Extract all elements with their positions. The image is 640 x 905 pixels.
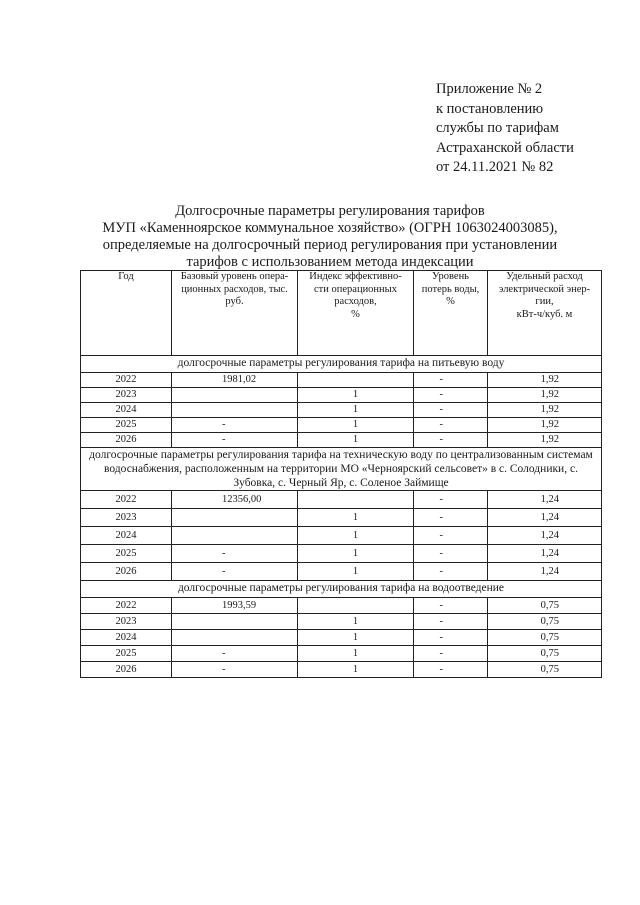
efficiency-index-cell: 1 — [298, 646, 414, 662]
table-row — [81, 388, 602, 403]
water-loss-cell: - — [414, 662, 488, 678]
year-cell: 2024 — [81, 527, 172, 545]
base-opex-cell: - — [172, 646, 298, 662]
table-row — [81, 491, 602, 509]
base-opex-cell — [172, 403, 298, 418]
year-cell: 2022 — [81, 491, 172, 509]
title-line: тарифов с использованием метода индексации — [186, 254, 474, 270]
year-cell: 2026 — [81, 662, 172, 678]
specific-energy-cell: 1,24 — [488, 509, 602, 527]
efficiency-index-cell: 1 — [298, 433, 414, 448]
header-base-opex: Базовый уровень опера- ционных расходов, тыс. руб. — [172, 271, 298, 356]
efficiency-index-cell: 1 — [298, 509, 414, 527]
year-cell: 2025 — [81, 646, 172, 662]
section-title: долгосрочные параметры регулирования тарифа на питьевую воду — [81, 356, 602, 373]
specific-energy-cell: 1,92 — [488, 418, 602, 433]
water-loss-cell: - — [414, 373, 488, 388]
water-loss-cell: - — [414, 598, 488, 614]
base-opex-cell: 1993,59 — [172, 598, 298, 614]
specific-energy-cell: 1,92 — [488, 403, 602, 418]
base-opex-cell: 1981,02 — [172, 373, 298, 388]
table-row — [81, 630, 602, 646]
efficiency-index-cell: 1 — [298, 563, 414, 581]
water-loss-cell: - — [414, 545, 488, 563]
specific-energy-cell: 0,75 — [488, 598, 602, 614]
table-row — [81, 403, 602, 418]
efficiency-index-cell: 1 — [298, 418, 414, 433]
section-title: долгосрочные параметры регулирования тарифа на техническую воду по централизованным системам водоснабжения, расположенным на территории МО «Черноярский сельсовет» в с. Солодники, с. Зубовка, с. Черный Яр, с. Соленое Займище — [81, 448, 602, 491]
efficiency-index-cell: 1 — [298, 614, 414, 630]
table-row — [81, 509, 602, 527]
table-row — [81, 527, 602, 545]
efficiency-index-cell: 1 — [298, 388, 414, 403]
table-row — [81, 598, 602, 614]
year-cell: 2025 — [81, 418, 172, 433]
efficiency-index-cell — [298, 373, 414, 388]
specific-energy-cell: 1,92 — [488, 388, 602, 403]
year-cell: 2022 — [81, 598, 172, 614]
year-cell: 2023 — [81, 388, 172, 403]
base-opex-cell: 12356,00 — [172, 491, 298, 509]
year-cell: 2023 — [81, 509, 172, 527]
section-header-row — [81, 448, 602, 491]
base-opex-cell — [172, 614, 298, 630]
water-loss-cell: - — [414, 563, 488, 581]
year-cell: 2024 — [81, 630, 172, 646]
table-row — [81, 433, 602, 448]
water-loss-cell: - — [414, 527, 488, 545]
specific-energy-cell: 1,24 — [488, 563, 602, 581]
specific-energy-cell: 0,75 — [488, 630, 602, 646]
title-line: определяемые на долгосрочный период регулирования при установлении — [102, 237, 558, 253]
base-opex-cell: - — [172, 433, 298, 448]
appendix-block — [436, 80, 574, 178]
efficiency-index-cell: 1 — [298, 630, 414, 646]
water-loss-cell: - — [414, 433, 488, 448]
water-loss-cell: - — [414, 630, 488, 646]
appendix-line: Приложение № 2 — [436, 81, 543, 97]
water-loss-cell: - — [414, 491, 488, 509]
water-loss-cell: - — [414, 388, 488, 403]
base-opex-cell: - — [172, 545, 298, 563]
water-loss-cell: - — [414, 403, 488, 418]
tariff-parameters-table — [80, 270, 602, 678]
table-row — [81, 418, 602, 433]
table-row — [81, 646, 602, 662]
title-line: Долгосрочные параметры регулирования тарифов — [175, 203, 485, 219]
base-opex-cell — [172, 630, 298, 646]
efficiency-index-cell — [298, 491, 414, 509]
efficiency-index-cell: 1 — [298, 527, 414, 545]
base-opex-cell: - — [172, 418, 298, 433]
title-line: МУП «Каменноярское коммунальное хозяйство» (ОГРН 1063024003085), — [102, 220, 558, 236]
appendix-line: к постановлению — [436, 100, 544, 117]
section-title: долгосрочные параметры регулирования тарифа на водоотведение — [81, 581, 602, 598]
year-cell: 2025 — [81, 545, 172, 563]
year-cell: 2024 — [81, 403, 172, 418]
year-cell: 2026 — [81, 563, 172, 581]
table-header-row — [81, 271, 602, 356]
table-row — [81, 373, 602, 388]
year-cell: 2022 — [81, 373, 172, 388]
section-header-row — [81, 356, 602, 373]
specific-energy-cell: 0,75 — [488, 614, 602, 630]
base-opex-cell — [172, 527, 298, 545]
efficiency-index-cell: 1 — [298, 545, 414, 563]
table-row — [81, 662, 602, 678]
year-cell: 2023 — [81, 614, 172, 630]
appendix-line: от 24.11.2021 № 82 — [436, 159, 554, 175]
specific-energy-cell: 0,75 — [488, 646, 602, 662]
document-title — [60, 203, 600, 271]
efficiency-index-cell: 1 — [298, 403, 414, 418]
year-cell: 2026 — [81, 433, 172, 448]
water-loss-cell: - — [414, 509, 488, 527]
table-row — [81, 614, 602, 630]
base-opex-cell: - — [172, 563, 298, 581]
section-header-row — [81, 581, 602, 598]
specific-energy-cell: 1,92 — [488, 373, 602, 388]
table-row — [81, 545, 602, 563]
base-opex-cell — [172, 388, 298, 403]
efficiency-index-cell — [298, 598, 414, 614]
specific-energy-cell: 1,24 — [488, 527, 602, 545]
base-opex-cell: - — [172, 662, 298, 678]
water-loss-cell: - — [414, 646, 488, 662]
efficiency-index-cell: 1 — [298, 662, 414, 678]
header-specific-energy: Удельный расход электрической энер- гии, кВт-ч/куб. м — [488, 271, 602, 356]
header-efficiency-index: Индекс эффективно- сти операционных расходов, % — [298, 271, 414, 356]
specific-energy-cell: 1,24 — [488, 545, 602, 563]
header-year: Год — [81, 271, 172, 356]
header-water-loss: Уровень потерь воды, % — [414, 271, 488, 356]
base-opex-cell — [172, 509, 298, 527]
specific-energy-cell: 0,75 — [488, 662, 602, 678]
appendix-line: Астраханской области — [436, 139, 574, 156]
table-row — [81, 563, 602, 581]
specific-energy-cell: 1,24 — [488, 491, 602, 509]
appendix-line: службы по тарифам — [436, 120, 559, 136]
water-loss-cell: - — [414, 614, 488, 630]
water-loss-cell: - — [414, 418, 488, 433]
specific-energy-cell: 1,92 — [488, 433, 602, 448]
